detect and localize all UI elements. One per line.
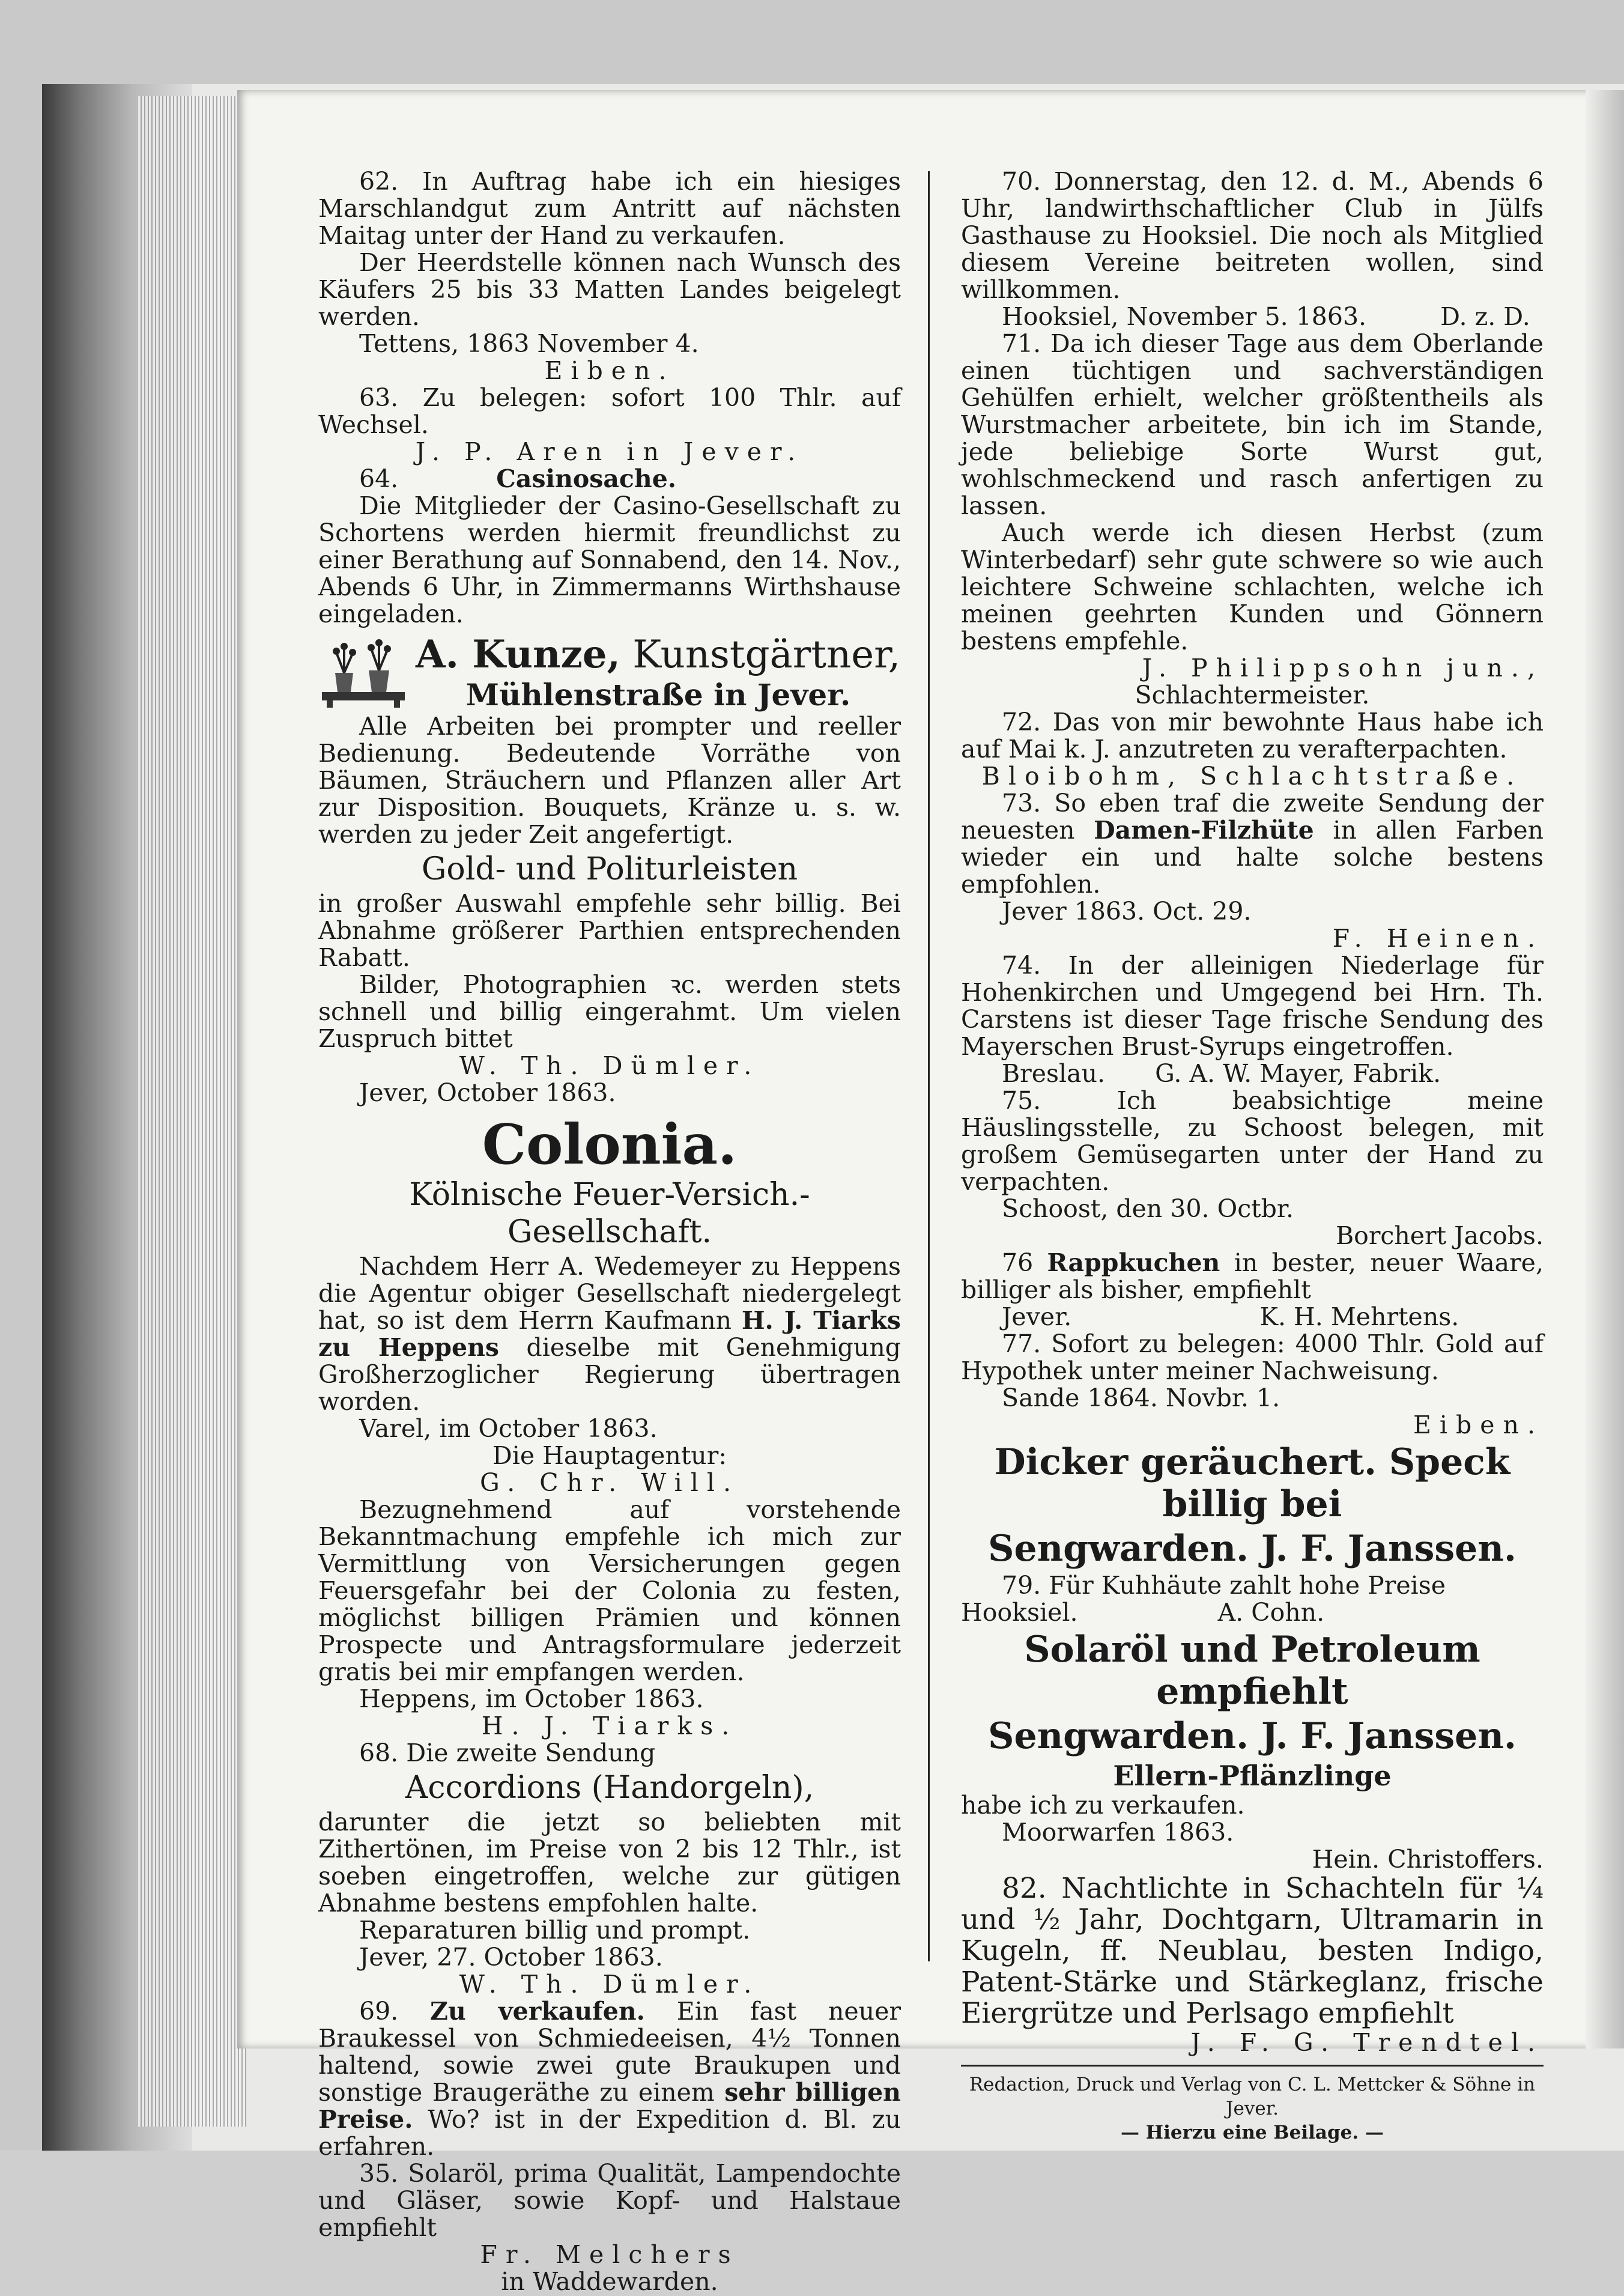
ad-75-signature: Borchert Jacobs. [1336,1221,1544,1250]
footer-rule [961,2065,1544,2067]
ad-72 [961,709,1544,790]
ad-75 [961,1087,1544,1250]
ad-69-text: Ein fast neuer Braukessel von Schmiedeeisen, 4½ Tonnen haltend, sowie zwei gute Braukupen und sonstige Braugeräthe zu einem [318,1997,901,2107]
imprint-line: Redaction, Druck und Verlag von C. L. Mettcker & Söhne in Jever. [969,2074,1536,2119]
ellern-body: habe ich zu verkaufen. [961,1791,1245,1820]
ad-77-place: Sande 1864. Novbr. 1. [1002,1383,1280,1412]
ad-77-body: 77. Sofort zu belegen: 4000 Thlr. Gold auf Hypothek unter meiner Nachweisung. [961,1329,1544,1385]
ad-68-place: Jever, 27. October 1863. [359,1943,663,1972]
ad-82-signature: J. F. G. Trendtel. [1190,2028,1544,2057]
ad-76-footer [961,1304,1544,1331]
ellern-place: Moorwarfen 1863. [1002,1818,1234,1847]
colonia-body-2: Bezugnehmend auf vorstehende Bekanntmachung empfehle ich mich zur Vermittlung von Versicherungen gegen Feuersgefahr bei der Colonia zu festen, möglichst billigen Prämien und können Prospecte und Antragsformulare jederzeit gratis bei mir empfangen werden. [318,1495,901,1686]
colonia-agency-label: Die Hauptagentur: [492,1441,727,1470]
ad-62-signature: Eiben. [544,356,675,385]
ad-68 [318,1740,901,1998]
gold-body-2: Bilder, Photographien ꝛc. werden stets schnell und billig eingerahmt. Um vielen Zuspruch bittet [318,970,901,1053]
colonia-body-text: Nachdem Herr A. Wedemeyer zu Heppens die Agentur obiger Gesellschaft niedergelegt hat, so ist dem Herrn Kaufmann [318,1252,901,1335]
speck-line-2: Sengwarden. J. F. Janssen. [988,1528,1516,1570]
ad-72-signature: Bloibohm, Schlachtstraße. [981,762,1523,791]
ad-69-number: 69. [359,1997,399,2026]
ad-76-number: 76 [1002,1248,1034,1277]
ad-70 [961,168,1544,330]
ad-69-text-end: Wo? ist in der Expedition d. Bl. zu erfahren. [318,2105,901,2161]
ad-76-text: in bester, neuer Waare, billiger als bisher, empfiehlt [961,1248,1544,1304]
kunze-header [318,633,901,713]
ad-71-signature-2: Schlachtermeister. [1135,681,1370,709]
ad-kunze [318,633,901,848]
column-divider [928,171,930,1961]
kunze-street: Mühlenstraße in Jever. [465,677,851,712]
ad-62 [318,168,901,384]
ad-76-item: Rappkuchen [1047,1248,1220,1277]
ad-71-signature: J. Philippsohn jun., [1142,654,1544,682]
ad-70-signature: D. z. D. [1440,302,1530,331]
ad-68-title: Accordions (Handorgeln), [405,1770,814,1806]
ad-73-text-end: in allen Farben wieder ein und halte solche bestens empfohlen. [961,816,1544,899]
ad-74-body: 74. In der alleinigen Niederlage für Hohenkirchen und Umgegend bei Hrn. Th. Carstens ist dieser Tage frische Sendung des Mayerschen Brust-Syrups eingetroffen. [961,951,1544,1061]
ad-73-place: Jever 1863. Oct. 29. [1002,897,1252,926]
ad-68-signature: W. Th. Dümler. [459,1970,760,1999]
colonia-body [318,1253,901,1415]
ad-64-number: 64. [359,464,399,493]
colonia-agency-signature: G. Chr. Will. [479,1468,740,1497]
ellern-signature: Hein. Christoffers. [1312,1845,1544,1874]
colonia-title: Colonia. [482,1112,738,1177]
ad-35-signature-2: in Waddewarden. [501,2267,718,2296]
ad-68-body: darunter die jetzt so beliebten mit Zithertönen, im Preise von 2 bis 12 Thlr., ist soeben eingetroffen, welche zur gütigen Abnahme bestens empfohlen halte. [318,1808,901,1918]
ad-69-body [318,1998,901,2160]
ad-63-signature: J. P. Aren in Jever. [415,437,804,466]
solar-line-2: Sengwarden. J. F. Janssen. [988,1715,1516,1757]
right-page-edge [1586,90,1624,2048]
ad-35 [318,2160,901,2295]
solar-line-1: Solaröl und Petroleum empfiehlt [1024,1629,1480,1713]
ad-62-body-2: Der Heerdstelle können nach Wunsch des Käufers 25 bis 33 Matten Landes beigelegt werden. [318,248,901,331]
flower-pots-icon [318,637,408,709]
ad-73-body [961,790,1544,898]
ad-63 [318,384,901,466]
ad-64-body: Die Mitglieder der Casino-Gesellschaft zu Schortens werden hiermit freundlichst zu einer Berathung auf Sonnabend, den 14. Nov., Abends 6 Uhr, in Zimmermanns Wirthshause eingeladen. [318,491,901,628]
kunze-trade: Kunstgärtner, [632,633,901,677]
ad-62-place: Tettens, 1863 November 4. [359,329,699,358]
ad-77-signature: Eiben. [1413,1411,1544,1439]
ad-74 [961,952,1544,1087]
kunze-name: A. Kunze, [416,632,620,677]
colonia-body-end: dieselbe mit Genehmigung Großherzoglicher Regierung übertragen worden. [318,1333,901,1416]
ad-70-footer [961,303,1544,330]
gold-title: Gold- und Politurleisten [421,851,798,887]
colonia-subtitle: Kölnische Feuer-Versich.-Gesellschaft. [409,1177,810,1250]
ad-71-body-2: Auch werde ich diesen Herbst (zum Winterbedarf) sehr gute schwere so wie auch leichtere Schweine schlachten, welche ich meinen geehrten Kunden und Gönnern bestens empfehle. [961,518,1544,655]
ad-82-body: 82. Nachtlichte in Schachteln für ¼ und ½ Jahr, Dochtgarn, Ultramarin in Kugeln, ff. Neublau, besten Indigo, Patent-Stärke und Stärkeglanz, frische Eiergrütze und Perlsago empfiehlt [961,1872,1544,2030]
ad-68-intro: 68. Die zweite Sendung [359,1739,656,1767]
ad-62-body: 62. In Auftrag habe ich ein hiesiges Marschlandgut zum Antritt auf nächsten Maitag unter der Hand zu verkaufen. [318,167,901,250]
ad-74-place: Breslau. [1002,1059,1106,1088]
ad-75-place: Schoost, den 30. Octbr. [1002,1194,1294,1223]
ad-solar [961,1629,1544,1757]
ad-79-place: Hooksiel. [961,1598,1078,1627]
ad-73 [961,790,1544,952]
ad-76-signature: K. H. Mehrtens. [1259,1302,1459,1331]
ad-75-body: 75. Ich beabsichtige meine Häuslingsstelle, zu Schoost belegen, mit großem Gemüsegarten unter der Hand zu verpachten. [961,1086,1544,1196]
speck-line-1: Dicker geräuchert. Speck billig bei [994,1441,1510,1525]
ad-ellern [961,1760,1544,1873]
ad-gold [318,851,901,1107]
gold-signature: W. Th. Dümler. [459,1051,760,1080]
ad-79-body: 79. Für Kuhhäute zahlt hohe Preise [1002,1571,1446,1600]
ad-72-body: 72. Das von mir bewohnte Haus habe ich auf Mai k. J. anzutreten zu verafterpachten. [961,708,1544,764]
ad-64-heading [318,466,901,493]
ad-82 [961,1873,1544,2056]
ad-79-signature: A. Cohn. [1217,1598,1325,1627]
right-column [961,168,1544,2145]
kunze-title-block [416,633,901,713]
ad-speck [961,1441,1544,1570]
colonia-place: Varel, im October 1863. [359,1414,658,1443]
ellern-title: Ellern-Pflänzlinge [1113,1760,1392,1792]
ad-71-body: 71. Da ich dieser Tage aus dem Oberlande einen tüchtigen und sachverständigen Gehülfen erhielt, welcher größtentheils als Wurstmacher arbeitete, bin ich im Stande, jede beliebige Sorte Wurst gut, wohlschmeckend und rasch anfertigen zu lassen. [961,329,1544,520]
ad-73-signature: F. Heinen. [1332,924,1544,953]
ad-35-body: 35. Solaröl, prima Qualität, Lampendochte und Gläser, sowie Kopf- und Halstaue empfiehlt [318,2159,901,2242]
ad-77 [961,1331,1544,1439]
ad-73-item: Damen-Filzhüte [1094,816,1314,845]
ad-69-title: Zu verkaufen. [430,1997,645,2026]
ad-74-signature: G. A. W. Mayer, Fabrik. [1155,1059,1441,1088]
ad-64 [318,466,901,628]
ad-69 [318,1998,901,2160]
ad-63-body: 63. Zu belegen: sofort 100 Thlr. auf Wechsel. [318,383,901,439]
gold-body: in großer Auswahl empfehle sehr billig. Bei Abnahme größerer Parthien entsprechenden Rabatt. [318,889,901,972]
ad-68-body-2: Reparaturen billig und prompt. [359,1916,751,1945]
page-edges [138,96,246,2127]
kunze-body: Alle Arbeiten bei prompter und reeller Bedienung. Bedeutende Vorräthe von Bäumen, Sträuchern und Pflanzen aller Art zur Disposition. Bouquets, Kränze u. s. w. werden zu jeder Zeit angefertigt. [318,712,901,849]
ad-76-place: Jever. [1002,1302,1072,1331]
ad-73-text: 73. So eben traf die zweite Sendung der neuesten [961,789,1544,845]
ad-79-footer [961,1599,1544,1626]
ad-70-body: 70. Donnerstag, den 12. d. M., Abends 6 Uhr, landwirthschaftlicher Club in Jülfs Gasthause zu Hooksiel. Die noch als Mitglied diesem Vereine beitreten wollen, sind willkommen. [961,167,1544,304]
left-column [318,168,901,2295]
supplement-notice: — Hierzu eine Beilage. — [1121,2122,1384,2143]
ad-71 [961,330,1544,709]
ad-70-place: Hooksiel, November 5. 1863. [1002,302,1367,331]
ad-35-signature: Fr. Melchers [480,2240,739,2269]
colonia-place-2: Heppens, im October 1863. [359,1684,704,1713]
kunze-title-line [416,633,901,677]
ad-colonia [318,1112,901,1740]
colonia-agent: H. J. Tiarks zu Heppens [318,1306,901,1362]
ad-76 [961,1250,1544,1331]
ad-79 [961,1572,1544,1626]
colonia-signature-2: H. J. Tiarks. [481,1711,738,1740]
ad-69-price: sehr billigen Preise. [318,2078,901,2134]
ad-64-title: Casinosache. [496,464,677,493]
gold-place: Jever, October 1863. [359,1078,616,1107]
ad-76-body [961,1250,1544,1304]
ad-74-footer [961,1060,1544,1087]
